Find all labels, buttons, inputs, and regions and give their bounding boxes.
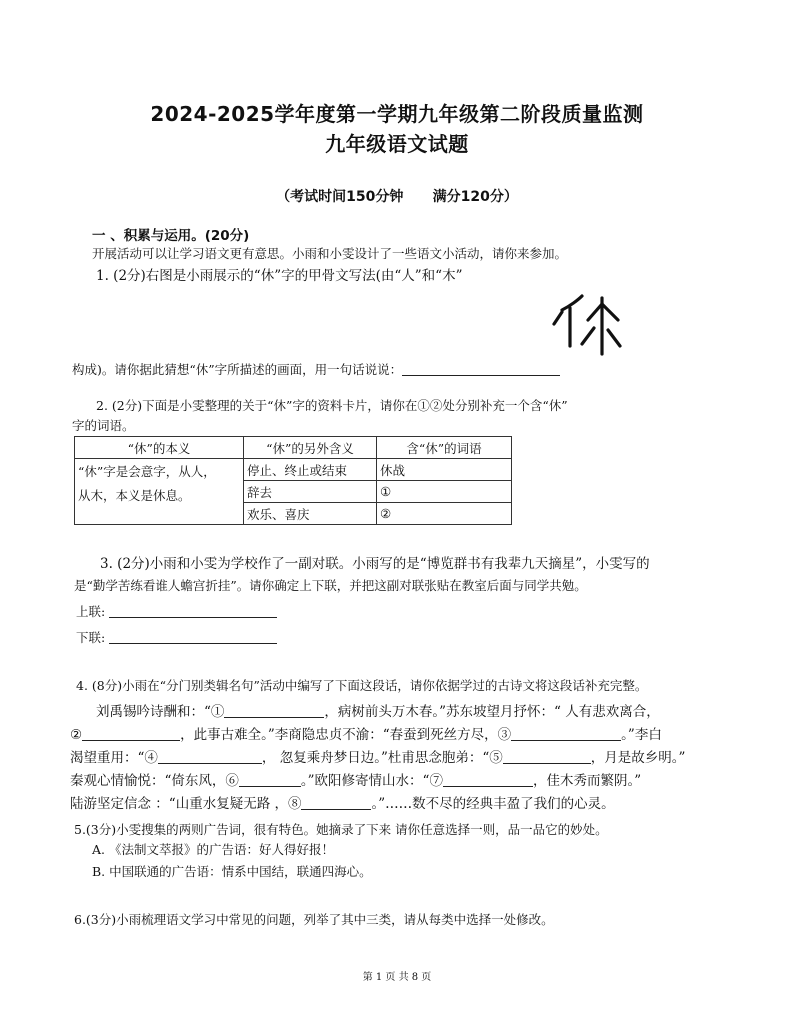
q3-upper: 上联:: [76, 602, 277, 620]
orig-meaning-line1: “休”字是会意字，从人，: [78, 464, 216, 479]
q5-line1: 5.(3分)小雯搜集的两则广告词，很有特色。她摘录了下来 请你任意选择一则，品一品它的妙处。: [74, 822, 608, 837]
blank-8[interactable]: [301, 795, 371, 810]
q6-line1: 6.(3分)小雨梳理语文学习中常见的问题，列举了其中三类，请从每类中选择一处修改。: [74, 912, 554, 927]
blank-3[interactable]: [511, 726, 621, 741]
q5-option-a: A. 《法制文萃报》的广告语：好人得好报！: [92, 842, 334, 857]
q4-p1: 刘禹锡吟诗酬和：“① ，病树前头万木春。”苏东坡望月抒怀：“ 人有悲欢离合，: [96, 704, 660, 720]
exam-info: （考试时间150分钟 满分120分）: [276, 189, 518, 205]
blank-7[interactable]: [443, 772, 533, 787]
blank-4[interactable]: [158, 749, 262, 764]
q4-p4: 秦观心情愉悦：“倚东风，⑥ 。”欧阳修寄情山水：“⑦ ，佳木秀而繁阴。”: [70, 773, 642, 789]
col-header-orig: “休”的本义: [75, 437, 244, 459]
q4-p5: 陆游坚定信念 ：“山重水复疑无路 ，⑧ 。”……数不尽的经典丰盈了我们的心灵。: [70, 796, 615, 812]
q4-p3: 渴望重用：“④ ， 忽复乘舟梦日边。”杜甫思念胞弟：“⑤ ，月是故乡明。”: [70, 750, 686, 766]
word-blank-1[interactable]: ①: [377, 481, 512, 503]
q3-lower: 下联:: [76, 628, 277, 646]
upper-couplet-blank[interactable]: [109, 603, 277, 618]
section-heading: 一 、积累与运用。(20分): [92, 228, 250, 244]
col-header-other: “休”的另外含义: [244, 437, 377, 459]
page-title-line2: 九年级语文试题: [325, 132, 469, 156]
q5-option-b: B. 中国联通的广告语：情系中国结，联通四海心。: [92, 864, 372, 879]
blank-1[interactable]: [224, 703, 324, 718]
page-number: 第 1 页 共 8 页: [362, 972, 432, 983]
q1-line2: 构成)。请你据此猜想“休”字所描述的画面，用一句话说说：: [72, 360, 560, 378]
word-1: 休战: [377, 459, 512, 481]
word-blank-2[interactable]: ②: [377, 503, 512, 525]
other-meaning-3: 欢乐、喜庆: [244, 503, 377, 525]
page-title-line1: 2024-2025学年度第一学期九年级第二阶段质量监测: [150, 102, 644, 126]
section-intro: 开展活动可以让学习语文更有意思。小雨和小雯设计了一些语文小活动，请你来参加。: [92, 246, 568, 261]
q3-line2: 是“勤学苦练看谁人蟾宫折挂”。请你确定上下联，并把这副对联张贴在教室后面与同学共勉。: [74, 578, 587, 593]
other-meaning-2: 辞去: [244, 481, 377, 503]
xiu-info-card: [74, 436, 512, 525]
q3-line1: 3. (2分)小雨和小雯为学校作了一副对联。小雨写的是“博览群书有我辈九天摘星”，小雯写的: [100, 556, 650, 572]
orig-meaning-line2: 从木，本义是休息。: [78, 488, 191, 503]
q1-line1: 1. (2分)右图是小雨展示的“休”字的甲骨文写法(由“人”和“木”: [96, 268, 463, 284]
lower-couplet-blank[interactable]: [109, 629, 277, 644]
q1-answer-blank[interactable]: [402, 361, 560, 376]
other-meaning-1: 停止、终止或结束: [244, 459, 377, 481]
blank-5[interactable]: [503, 749, 591, 764]
col-header-words: 含“休”的词语: [377, 437, 512, 459]
q2-line1: 2. (2分)下面是小雯整理的关于“休”字的资料卡片，请你在①②处分别补充一个含“休”: [96, 398, 568, 413]
oracle-bone-xiu-icon: [548, 290, 660, 372]
q4-p2: ② ，此事古难全。”李商隐忠贞不渝：“春蚕到死丝方尽，③ 。”李白: [70, 727, 662, 743]
q2-line2: 字的词语。: [72, 418, 135, 433]
orig-meaning-cell: [75, 459, 244, 525]
blank-2[interactable]: [82, 726, 180, 741]
q4-line1: 4. (8分)小雨在“分门别类辑名句”活动中编写了下面这段话，请你依据学过的古诗文将这段话补充完整。: [76, 678, 648, 693]
blank-6[interactable]: [239, 772, 301, 787]
